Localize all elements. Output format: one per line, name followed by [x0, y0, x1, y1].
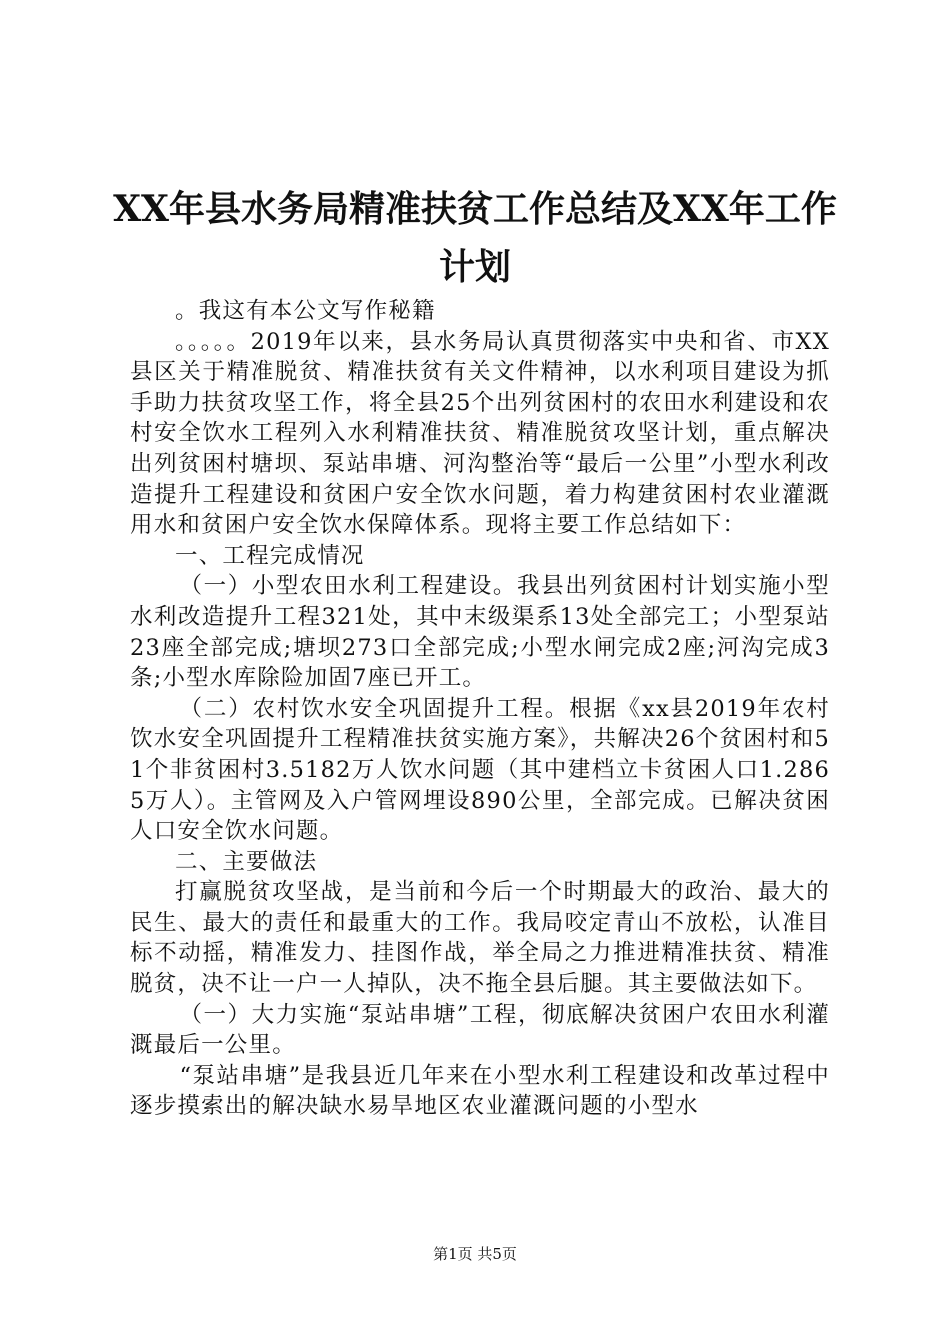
section-heading-1: 一、工程完成情况	[175, 542, 365, 569]
paragraph-pump-station-detail: “泵站串塘”是我县近几年来在小型水利工程建设和改革过程中逐步摸索出的解决缺水易旱地区农业灌溉问题的小型水	[130, 1062, 830, 1120]
paragraph-intro: 。我这有本公文写作秘籍	[175, 298, 436, 324]
page-footer: 第1页 共5页	[433, 1245, 517, 1263]
paragraph-pump-station: （一）大力实施“泵站串塘”工程，彻底解决贫困户农田水利灌溉最后一公里。	[130, 1001, 830, 1059]
title-line-1: XX年县水务局精准扶贫工作总结及XX年工作	[113, 188, 837, 230]
paragraph-farmland-water: （一）小型农田水利工程建设。我县出列贫困村计划实施小型水利改造提升工程321处，其中末级渠系13处全部完工；小型泵站23座全部完成;塘坝273口全部完成;小型水闸完成2座;河沟完成3条;小型水库除险加固7座已开工。	[130, 573, 830, 692]
paragraph-summary: 。。。。。2019年以来，县水务局认真贯彻落实中央和省、市XX县区关于精准脱贫、精准扶贫有关文件精神，以水利项目建设为抓手助力扶贫攻坚工作，将全县25个出列贫困村的农田水利建设和农村安全饮水工程列入水利精准扶贫、精准脱贫攻坚计划，重点解决出列贫困村塘坝、泵站串塘、河沟整治等“最后一公里”小型水利改造提升工程建设和贫困户安全饮水问题，着力构建贫困村农业灌溉用水和贫困户安全饮水保障体系。现将主要工作总结如下：	[130, 328, 830, 539]
section-heading-2: 二、主要做法	[175, 848, 318, 875]
title-line-2: 计划	[438, 246, 511, 288]
document-title	[90, 180, 860, 296]
paragraph-drinking-water: （二）农村饮水安全巩固提升工程。根据《xx县2019年农村饮水安全巩固提升工程精准扶贫实施方案》，共解决26个贫困村和51个非贫困村3.5182万人饮水问题（其中建档立卡贫困人口1.2865万人）。主管网及入户管网埋设890公里，全部完成。已解决贫困人口安全饮水问题。	[130, 695, 830, 845]
paragraph-main-practices: 打赢脱贫攻坚战，是当前和今后一个时期最大的政治、最大的民生、最大的责任和最重大的工作。我局咬定青山不放松，认准目标不动摇，精准发力、挂图作战，举全局之力推进精准扶贫、精准脱贫，决不让一户一人掉队，决不拖全县后腿。其主要做法如下。	[130, 879, 830, 998]
document-body	[130, 296, 830, 1122]
